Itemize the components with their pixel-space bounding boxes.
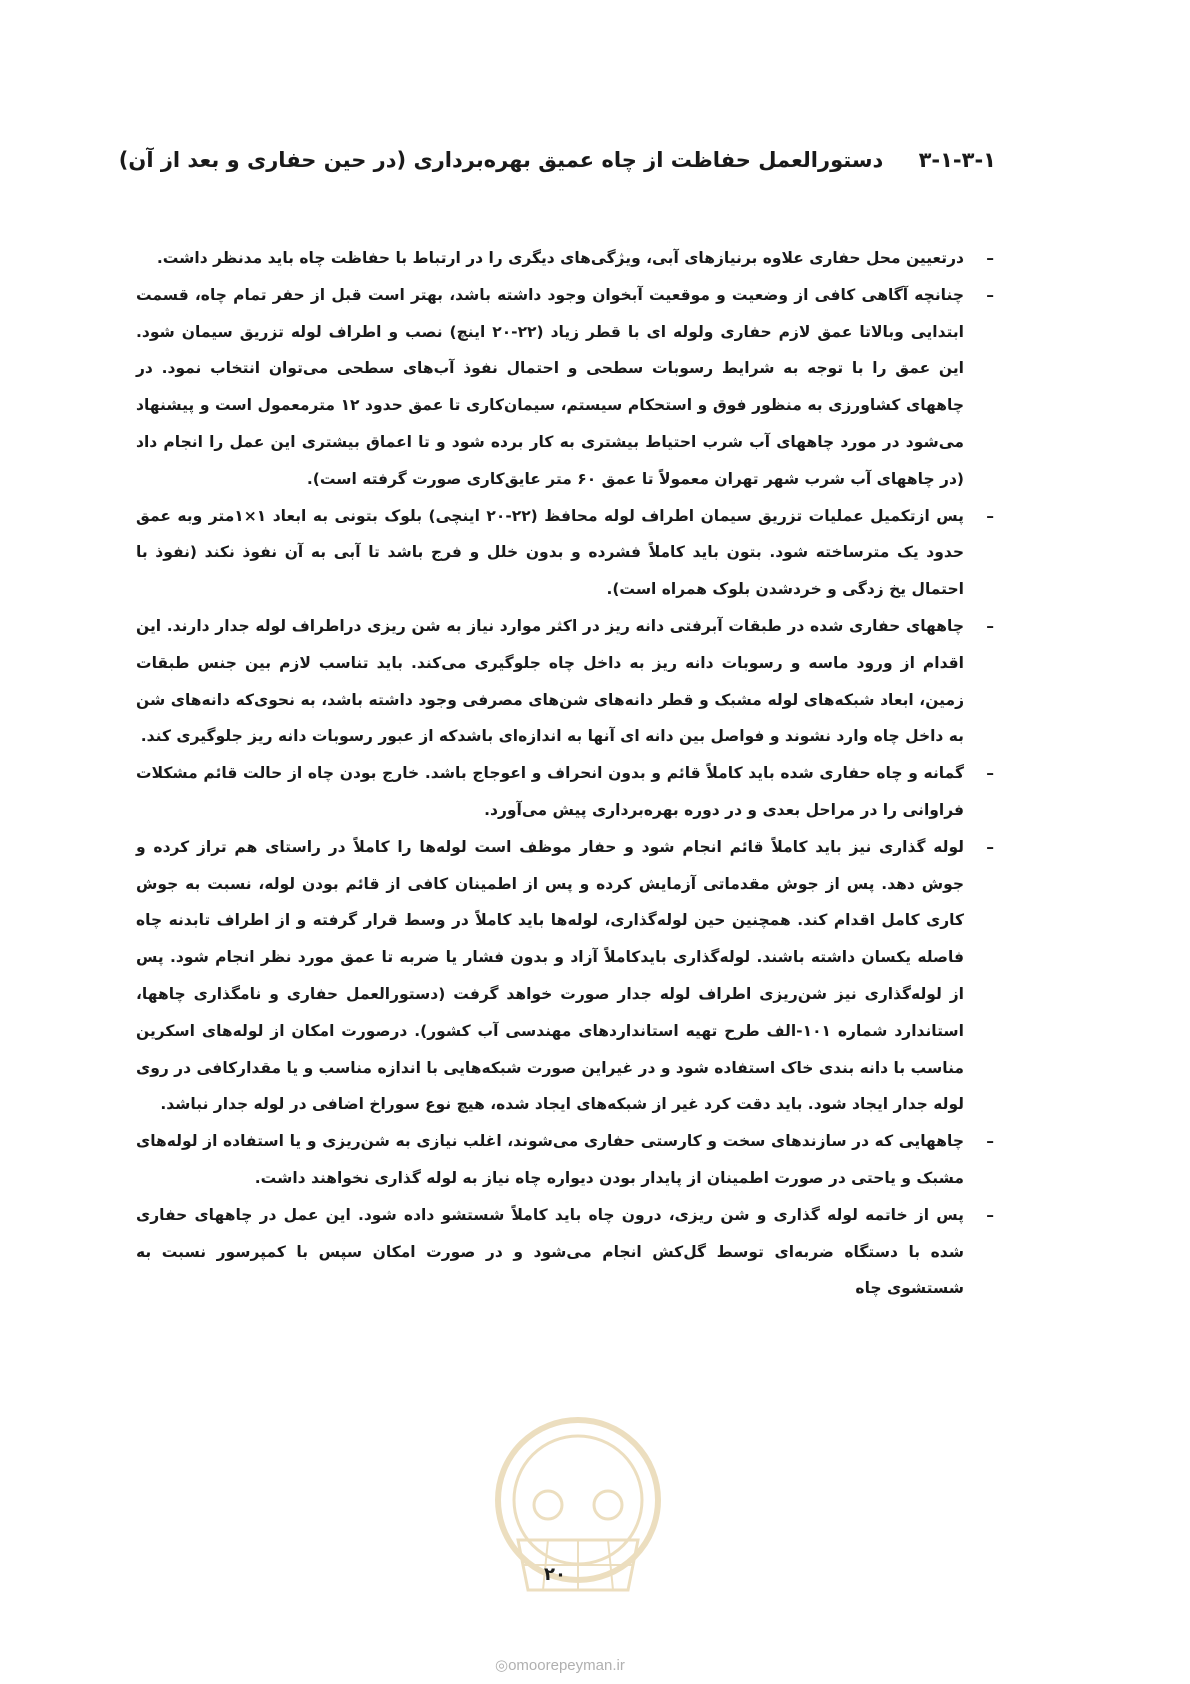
bullet: – (986, 1205, 994, 1224)
bullet: – (986, 285, 994, 304)
bullet: – (986, 506, 994, 525)
watermark-seal-icon (478, 1390, 678, 1630)
list-item (136, 277, 994, 498)
bullet: – (986, 837, 994, 856)
list-item-text: چاههای حفاری شده در طبقات آبرفتی دانه ریز در اکثر موارد نیاز به شن ریزی دراطراف لوله جدار دارند. این اقدام از ورود ماسه و رسوبات دانه ریز به داخل چاه جلوگیری می‌کند. باید تناسب لازم بین جنس طبقات زمین، ابعاد شبکه‌های لوله مشبک و قطر دانه‌های شن‌های مصرفی وجود داشته باشد، به نحوی‌که دانه‌های شن به داخل چاه وارد نشوند و فواصل بین دانه ای آنها به اندازه‌ای باشدکه از عبور رسوبات دانه ریز جلوگیری کند. (136, 616, 964, 746)
bullet: – (986, 616, 994, 635)
list-item (136, 498, 994, 608)
section-number: ۳-۱-۳-۱ (918, 148, 996, 172)
body-text (136, 240, 994, 1307)
site-logo-icon: ◎ (495, 1657, 509, 1674)
section-title: دستورالعمل حفاظت از چاه عمیق بهره‌برداری (در حین حفاری و بعد از آن) (118, 148, 884, 172)
page-number: ۲۰ (544, 1564, 566, 1585)
bullet: – (986, 764, 994, 783)
list-item (136, 1123, 994, 1197)
list-item-text: پس از خاتمه لوله گذاری و شن ریزی، درون چاه باید کاملاً شستشو داده شود. این عمل در چاههای حفاری شده با دستگاه ضربه‌ای توسط گل‌کش انجام می‌شود و در صورت امکان سپس با کمپرسور نسبت به شستشوی چاه (136, 1205, 964, 1298)
list-item-text: چنانچه آگاهی کافی از وضعیت و موقعیت آبخوان وجود داشته باشد، بهتر است قبل از حفر تمام چاه، قسمت ابتدایی وبالاتا عمق لازم حفاری ولوله ای با قطر زیاد (۲۲-۲۰ اینچ) نصب و اطراف لوله تزریق سیمان شود. این عمق را با توجه به شرایط رسوبات سطحی و احتمال نفوذ آب‌های سطحی می‌توان انتخاب نمود. در چاههای کشاورزی به منظور فوق و استحکام سیستم، سیمان‌کاری تا عمق حدود ۱۲ مترمعمول است و پیشنهاد می‌شود در مورد چاههای آب شرب احتیاط بیشتری به کار برده شود و تا اعماق بیشتری این عمل را انجام داد (در چاههای آب شرب شهر تهران معمولاً تا عمق ۶۰ متر عایق‌کاری صورت گرفته است). (136, 285, 964, 488)
list-item-text: چاههایی که در سازندهای سخت و کارستی حفاری می‌شوند، اغلب نیازی به شن‌ریزی و یا استفاده از لوله‌های مشبک و یاحتی در صورت اطمینان از پایدار بودن دیواره چاه نیاز به لوله گذاری نخواهند داشت. (136, 1132, 964, 1187)
site-url: omoorepeyman.ir (508, 1657, 625, 1674)
list-item-text: گمانه و چاه حفاری شده باید کاملاً قائم و بدون انحراف و اعوجاج باشد. خارج بودن چاه از حالت قائم مشکلات فراوانی را در مراحل بعدی و در دوره بهره‌برداری پیش می‌آورد. (136, 764, 964, 819)
list-item-text: پس ازتکمیل عملیات تزریق سیمان اطراف لوله محافظ (۲۲-۲۰ اینچی) بلوک بتونی به ابعاد ۱×۱متر وبه عمق حدود یک مترساخته شود. بتون باید کاملاً فشرده و بدون خلل و فرج باشد تا آبی به آن نفوذ نکند (نفوذ با احتمال یخ زدگی و خردشدن بلوک همراه است). (136, 506, 964, 599)
bullet: – (986, 249, 994, 267)
list-item (136, 608, 994, 755)
watermark-site (495, 1656, 625, 1674)
list-item-text: درتعیین محل حفاری علاوه برنیازهای آبی، ویژگی‌های دیگری را در ارتباط با حفاظت چاه باید مدنظر داشت. (156, 249, 964, 267)
section-heading (118, 148, 996, 172)
list-item (136, 1197, 994, 1307)
list-item-text: لوله گذاری نیز باید کاملاً قائم انجام شود و حفار موظف است لوله‌ها را کاملاً در راستای هم تراز کرده و جوش دهد. پس از جوش مقدماتی آزمایش کرده و پس از اطمینان کافی از قائم بودن لوله، نسبت به جوش کاری کامل اقدام کند. همچنین حین لوله‌گذاری، لوله‌ها باید کاملاً در وسط قرار گرفته و از اطراف تابدنه چاه فاصله یکسان داشته باشند. لوله‌گذاری بایدکاملاً آزاد و بدون فشار یا ضربه تا عمق مورد نظر انجام شود. پس از لوله‌گذاری نیز شن‌ریزی اطراف لوله جدار صورت خواهد گرفت (دستورالعمل حفاری و نامگذاری چاهها، استاندارد شماره ۱۰۱-الف طرح تهیه استانداردهای مهندسی آب کشور). درصورت امکان از لوله‌های اسکرین مناسب با دانه بندی خاک استفاده شود و در غیراین صورت شبکه‌هایی با اندازه مناسب و یا مقدارکافی در روی لوله جدار ایجاد شود. باید دقت کرد غیر از شبکه‌های ایجاد شده، هیچ نوع سوراخ اضافی در لوله جدار نباشد. (136, 837, 964, 1114)
list-item (136, 240, 994, 277)
list-item (136, 829, 994, 1123)
list-item (136, 755, 994, 829)
bullet: – (986, 1132, 994, 1151)
